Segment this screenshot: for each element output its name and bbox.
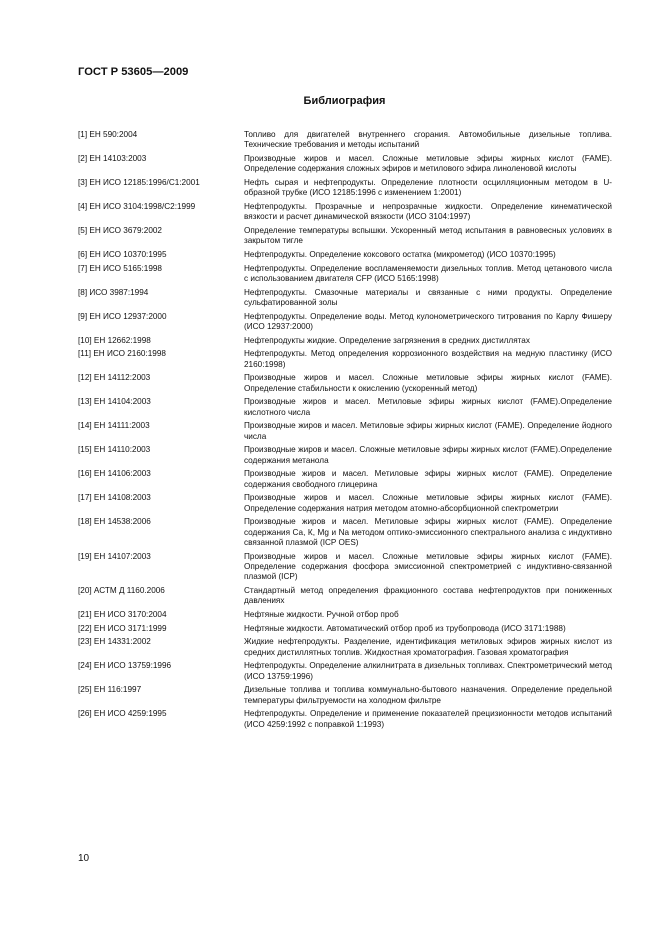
reference-text: Жидкие нефтепродукты. Разделение, идентификация метиловых эфиров жирных кислот из средних дистиллятных топлив. Жидкостная хроматография. Газовая хроматография [244,637,612,657]
reference-code: [3] ЕН ИСО 12185:1996/С1:2001 [78,178,200,187]
reference-code: [25] ЕН 116:1997 [78,685,142,695]
reference-item [78,661,612,682]
reference-text: Нефтяные жидкости. Ручной отбор проб [244,610,399,619]
reference-item [78,202,612,223]
reference-text: Нефтепродукты. Определение алкилнитрата в дизельных топливах. Спектрометрический метод (ИСО 13759:1996) [244,661,612,681]
reference-text: Производные жиров и масел. Сложные метиловые эфиры жирных кислот (FAME). Определение содержания сложных эфиров и метилового эфира линоленовой кислоты [244,154,612,174]
reference-code: [2] ЕН 14103:2003 [78,154,147,163]
reference-code: [17] ЕН 14108:2003 [78,493,151,503]
reference-text: Производные жиров и масел. Метиловые эфиры жирных кислот (FAME). Определение содержания Са, К, Mg и Na методом оптико-эмиссионного спектрального анализа с индуктивно связанной плазмой (ICP OES) [244,517,612,547]
bibliography-title: Библиография [303,95,386,107]
reference-item [78,445,612,466]
reference-text: Нефтепродукты. Определение воспламеняемости дизельных топлив. Метод цетанового числа с использованием двигателя CFP (ИСО 5165:1998) [244,263,612,283]
reference-item [78,264,612,285]
reference-text: Производные жиров и масел. Сложные метиловые эфиры жирных кислот (FAME). Определение содержания фосфора эмиссионной спектрометрией с индуктивно-связанной плазмой (ICP) [244,551,612,582]
reference-item [78,250,612,260]
reference-code: [10] ЕН 12662:1998 [78,335,151,345]
reference-code: [26] ЕН ИСО 4259:1995 [78,709,167,719]
reference-code: [1] ЕН 590:2004 [78,130,138,139]
reference-code: [5] ЕН ИСО 3679:2002 [78,226,162,235]
reference-item [78,288,612,309]
reference-item [78,469,612,490]
reference-text: Нефтепродукты. Определение и применение показателей прецизионности методов испытаний (ИСО 4259:1992 с поправкой 1:1993) [244,709,612,729]
reference-code: [12] ЕН 14112:2003 [78,373,151,383]
reference-code: [18] ЕН 14538:2006 [78,517,151,527]
reference-code: [19] ЕН 14107:2003 [78,551,151,561]
reference-text: Нефтяные жидкости. Автоматический отбор проб из трубопровода (ИСО 3171:1988) [244,623,566,633]
reference-text: Нефтепродукты жидкие. Определение загрязнения в средних дистиллятах [244,335,530,345]
reference-item [78,586,612,607]
reference-code: [23] ЕН 14331:2002 [78,637,151,647]
reference-code: [6] ЕН ИСО 10370:1995 [78,250,167,259]
reference-text: Нефтепродукты. Метод определения коррозионного воздействия на медную пластинку (ИСО 2160:1998) [244,349,612,369]
reference-item [78,637,612,658]
reference-code: [8] ИСО 3987:1994 [78,287,149,297]
reference-text: Нефтепродукты. Прозрачные и непрозрачные жидкости. Определение кинематической вязкости и расчет динамической вязкости (ИСО 3104:1997) [244,202,612,222]
reference-item [78,517,612,548]
page-number: 10 [78,853,90,864]
document-code: ГОСТ Р 53605—2009 [78,66,189,78]
reference-code: [7] ЕН ИСО 5165:1998 [78,263,162,273]
reference-item [78,397,612,418]
reference-code: [22] ЕН ИСО 3171:1999 [78,623,167,633]
reference-text: Производные жиров и масел. Сложные метиловые эфиры жирных кислот (FAME).Определение содержания метанола [244,445,612,465]
reference-item [78,178,612,199]
reference-text: Производные жиров и масел. Метиловые эфиры жирных кислот (FAME).Определение кислотного числа [244,397,612,417]
reference-item [78,493,612,514]
reference-item [78,130,612,151]
reference-item [78,312,612,333]
reference-text: Производные жиров и масел. Метиловые эфиры жирных кислот (FAME). Определение йодного числа [244,421,612,441]
reference-item [78,610,612,620]
reference-item [78,709,612,730]
reference-code: [16] ЕН 14106:2003 [78,469,151,479]
reference-item [78,154,612,175]
reference-item [78,349,612,370]
reference-code: [14] ЕН 14111:2003 [78,421,150,431]
reference-text: Нефтепродукты. Определение воды. Метод кулонометрического титрования по Карлу Фишеру (ИСО 12937:2000) [244,311,612,331]
reference-text: Нефтепродукты. Смазочные материалы и связанные с ними продукты. Определение сульфатированной золы [244,287,612,307]
reference-code: [15] ЕН 14110:2003 [78,445,151,455]
reference-code: [24] ЕН ИСО 13759:1996 [78,661,172,671]
reference-code: [20] АСТМ Д 1160.2006 [78,586,165,595]
reference-text: Дизельные топлива и топлива коммунально-бытового назначения. Определение предельной температуры фильтруемости на холодном фильтре [244,685,612,705]
reference-text: Производные жиров и масел. Сложные метиловые эфиры жирных кислот (FAME). Определение стабильности к окислению (ускоренный метод) [244,373,612,393]
reference-item [78,373,612,394]
reference-item [78,336,612,346]
reference-text: Топливо для двигателей внутреннего сгорания. Автомобильные дизельные топлива. Технические требования и методы испытаний [244,130,612,150]
reference-code: [4] ЕН ИСО 3104:1998/С2:1999 [78,202,196,211]
reference-text: Производные жиров и масел. Сложные метиловые эфиры жирных кислот (FAME). Определение содержания натрия методом атомно-абсорбционной спектрометрии [244,493,612,513]
reference-item [78,552,612,583]
reference-text: Определение температуры вспышки. Ускоренный метод испытания в равновесных условиях в закрытом тигле [244,226,612,246]
reference-code: [9] ЕН ИСО 12937:2000 [78,311,167,321]
reference-text: Нефтепродукты. Определение коксового остатка (микрометод) (ИСО 10370:1995) [244,250,556,259]
reference-text: Производные жиров и масел. Метиловые эфиры жирных кислот (FAME). Определение содержания свободного глицерина [244,469,612,489]
reference-text: Нефть сырая и нефтепродукты. Определение плотности осцилляционным методом в U-образной трубке (ИСО 12185:1996 с изменением 1:2001) [244,178,612,198]
reference-item [78,685,612,706]
reference-code: [13] ЕН 14104:2003 [78,397,151,407]
reference-item [78,624,612,634]
reference-code: [11] ЕН ИСО 2160:1998 [78,349,166,359]
reference-code: [21] ЕН ИСО 3170:2004 [78,610,167,619]
reference-text: Стандартный метод определения фракционного состава нефтепродуктов при пониженных давлениях [244,586,612,606]
reference-item [78,226,612,247]
reference-list [78,130,612,733]
reference-item [78,421,612,442]
